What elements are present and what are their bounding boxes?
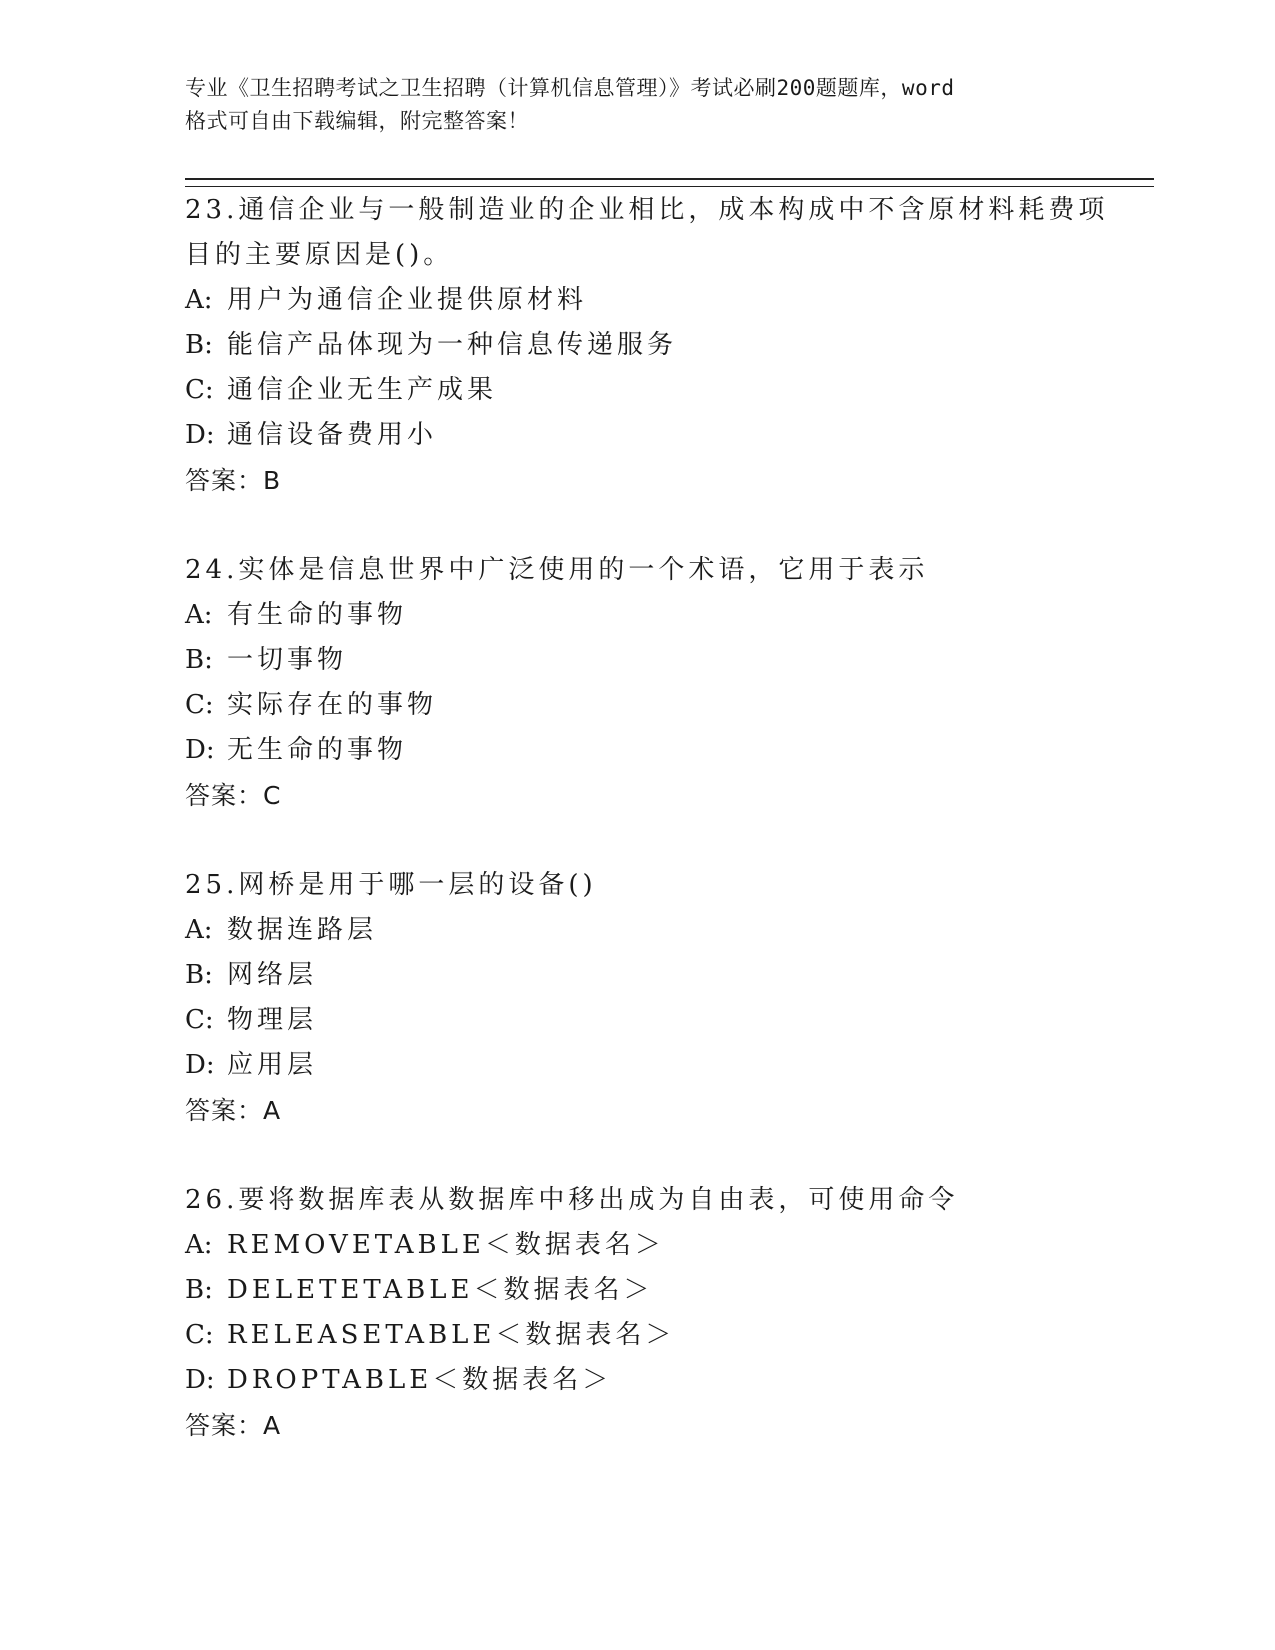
- question-stem-continued: 目的主要原因是()。: [185, 240, 454, 270]
- option-letter: B:: [185, 330, 213, 360]
- option-text: 能信产品体现为一种信息传递服务: [227, 330, 678, 360]
- option-c: [185, 1313, 1165, 1358]
- option-letter: D:: [185, 1050, 215, 1080]
- option-c: [185, 998, 1165, 1043]
- answer-line: 答案：A: [185, 1096, 282, 1125]
- option-letter: B:: [185, 960, 213, 990]
- header-divider: [185, 178, 1154, 187]
- option-text: 用户为通信企业提供原材料: [227, 285, 588, 315]
- option-b: [185, 638, 1165, 683]
- option-d: [185, 413, 1165, 458]
- option-letter: C:: [185, 1320, 214, 1350]
- option-d: [185, 1043, 1165, 1088]
- question-spacer: [185, 1133, 1165, 1178]
- option-c: [185, 683, 1165, 728]
- answer-line: 答案：C: [185, 781, 282, 810]
- question-stem: 26.要将数据库表从数据库中移出成为自由表，可使用命令: [185, 1185, 959, 1215]
- option-text: 通信企业无生产成果: [227, 375, 498, 405]
- header-line-2: 格式可自由下载编辑，附完整答案！: [185, 109, 529, 133]
- option-text: RELEASETABLE＜数据表名＞: [227, 1320, 676, 1350]
- question-23: [185, 188, 1165, 503]
- option-text: 有生命的事物: [227, 600, 408, 630]
- option-text: 实际存在的事物: [227, 690, 438, 720]
- option-b: [185, 953, 1165, 998]
- option-letter: A:: [185, 600, 213, 630]
- question-spacer: [185, 818, 1165, 863]
- option-text: 无生命的事物: [227, 735, 408, 765]
- question-stem: 25.网桥是用于哪一层的设备(): [185, 870, 597, 900]
- header-line-1: 专业《卫生招聘考试之卫生招聘（计算机信息管理）》考试必刷200题题库，word: [185, 76, 955, 100]
- option-text: REMOVETABLE＜数据表名＞: [227, 1230, 665, 1260]
- option-text: 物理层: [227, 1005, 318, 1035]
- option-text: 数据连路层: [227, 915, 378, 945]
- option-letter: C:: [185, 1005, 214, 1035]
- option-a: [185, 908, 1165, 953]
- question-24: [185, 548, 1165, 818]
- option-letter: D:: [185, 1365, 215, 1395]
- option-d: [185, 1358, 1165, 1403]
- option-text: 通信设备费用小: [227, 420, 438, 450]
- option-a: [185, 593, 1165, 638]
- option-text: DELETETABLE＜数据表名＞: [227, 1275, 654, 1305]
- option-a: [185, 1223, 1165, 1268]
- question-26: [185, 1178, 1165, 1448]
- option-text: 一切事物: [227, 645, 348, 675]
- option-text: DROPTABLE＜数据表名＞: [227, 1365, 613, 1395]
- answer-line: 答案：B: [185, 466, 282, 495]
- option-letter: B:: [185, 645, 213, 675]
- option-a: [185, 278, 1165, 323]
- question-stem: 24.实体是信息世界中广泛使用的一个术语，它用于表示: [185, 555, 929, 585]
- option-letter: C:: [185, 690, 214, 720]
- option-text: 网络层: [227, 960, 318, 990]
- option-letter: D:: [185, 420, 215, 450]
- option-letter: A:: [185, 1230, 213, 1260]
- question-stem: 23.通信企业与一般制造业的企业相比，成本构成中不含原材料耗费项: [185, 195, 1109, 225]
- question-25: [185, 863, 1165, 1133]
- option-letter: A:: [185, 285, 213, 315]
- question-list: [185, 188, 1165, 1448]
- option-letter: D:: [185, 735, 215, 765]
- option-c: [185, 368, 1165, 413]
- option-letter: A:: [185, 915, 213, 945]
- option-d: [185, 728, 1165, 773]
- option-text: 应用层: [227, 1050, 318, 1080]
- option-b: [185, 323, 1165, 368]
- option-b: [185, 1268, 1165, 1313]
- question-spacer: [185, 503, 1165, 548]
- option-letter: C:: [185, 375, 214, 405]
- option-letter: B:: [185, 1275, 213, 1305]
- answer-line: 答案：A: [185, 1411, 282, 1440]
- document-header: [185, 72, 1085, 138]
